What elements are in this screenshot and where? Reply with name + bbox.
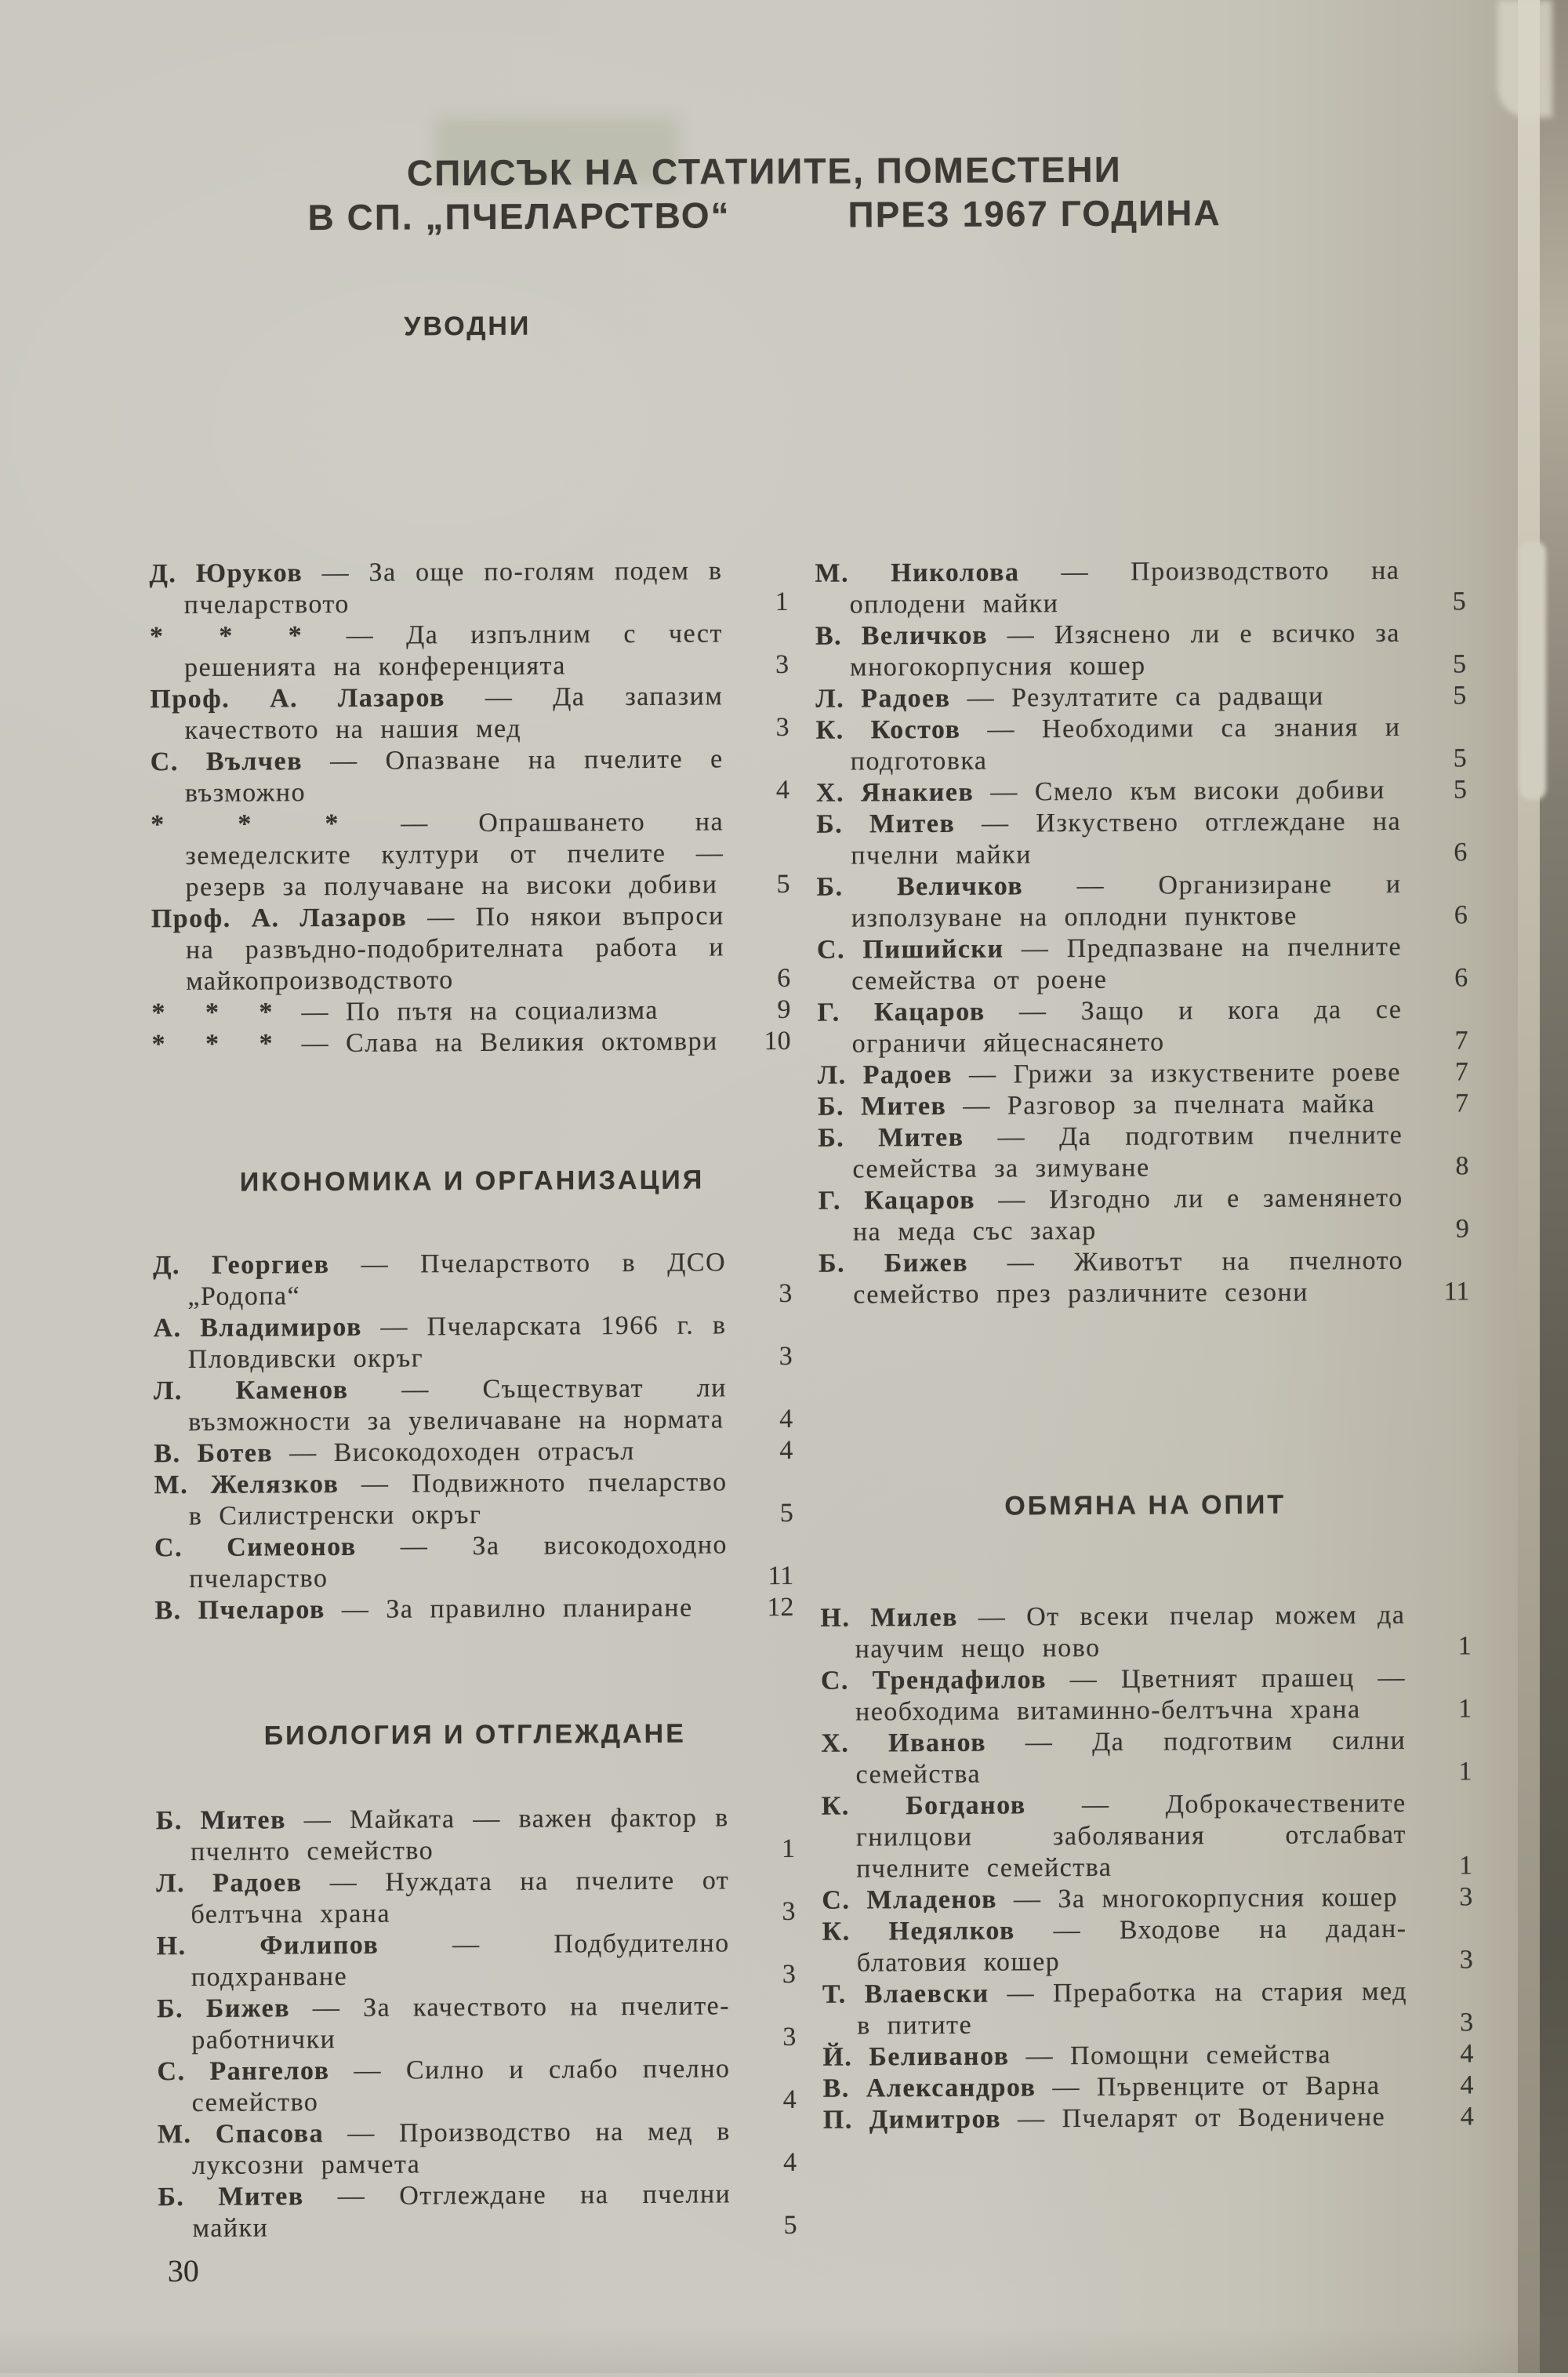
entry-dash: — <box>303 558 369 588</box>
toc-entry <box>822 1975 1473 2041</box>
entry-page-number: 9 <box>1455 1214 1469 1244</box>
entry-author: К. Костов <box>815 714 961 745</box>
entry-dash: — <box>314 620 407 651</box>
entry-title: Организиране и използуване на оплодни пунктове <box>851 869 1402 933</box>
entry-page-number: 5 <box>1453 775 1468 805</box>
entry-dash: — <box>946 1091 1007 1121</box>
entry-dash: — <box>974 777 1035 807</box>
entry-author: Б. Митев <box>155 1805 286 1836</box>
toc-entry <box>157 2053 796 2119</box>
entry-dash: — <box>303 2181 400 2212</box>
entry-page-number: 6 <box>1454 838 1468 867</box>
section-heading: БИОЛОГИЯ И ОТГЛЕЖДАНЕ <box>263 1718 686 1751</box>
toc-entry <box>815 617 1466 683</box>
entry-dash: — <box>1000 2104 1062 2134</box>
entry-title: Доброкачествените гнилцови заболявания отслабват пчелните семейства <box>855 1788 1407 1884</box>
entry-page-number: 11 <box>768 1561 794 1591</box>
entry-title: Да запазим качеството на нашия мед <box>184 681 724 745</box>
entry-author: В. Пчеларов <box>154 1595 325 1626</box>
toc-entry <box>156 1802 795 1868</box>
entry-title: Грижи за изкуствените роеве <box>1013 1057 1401 1089</box>
entry-title: За многокорпусния кошер <box>1058 1882 1399 1914</box>
entry-author: Г. Кацаров <box>817 997 985 1027</box>
toc-entry <box>150 618 789 684</box>
entry-author: Л. Радоев <box>156 1868 303 1899</box>
entry-page-number: 5 <box>783 2210 797 2241</box>
entry-dash: — <box>996 1885 1058 1914</box>
entry-dash: — <box>323 2118 400 2149</box>
entry-dash: — <box>1023 870 1159 901</box>
toc-entry <box>816 774 1467 809</box>
toc-entry <box>815 680 1466 714</box>
entry-page-number: 1 <box>1459 1851 1473 1881</box>
entry-dash: — <box>967 1248 1075 1278</box>
section-heading: УВОДНИ <box>404 311 532 342</box>
entry-dash: — <box>950 683 1012 713</box>
entry-dash: — <box>348 1375 483 1405</box>
entry-page-number: 9 <box>777 994 791 1025</box>
entry-page-number: 10 <box>764 1026 791 1056</box>
entry-page-number: 4 <box>1460 2102 1474 2132</box>
entry-dash: — <box>1004 934 1067 964</box>
entry-dash: — <box>285 1028 347 1059</box>
toc-entry <box>823 2101 1474 2135</box>
entry-title: Цветният прашец — необходима витаминно-белтъчна храна <box>855 1663 1406 1727</box>
toc-entry <box>154 1372 793 1438</box>
toc-entry <box>820 1599 1471 1665</box>
entry-author: Т. Влаевски <box>822 1979 989 2009</box>
entry-dash: — <box>985 997 1081 1027</box>
entry-author: К. Недялков <box>822 1916 1015 1946</box>
toc-entry <box>823 2070 1474 2104</box>
entry-dash: — <box>1009 2041 1071 2071</box>
entry-author: Н. Филипов <box>156 1930 379 1961</box>
entry-author: * * * <box>151 1029 285 1059</box>
entry-page-number: 5 <box>1453 743 1467 773</box>
entry-title: Преработка на стария мед в питите <box>857 1976 1408 2041</box>
toc-entry <box>151 806 790 903</box>
entry-author: В. Величков <box>815 620 989 651</box>
entry-title: Резултатите са радващи <box>1011 681 1324 713</box>
entry-title: Изяснено ли е всичко за многокорпусния кошер <box>850 618 1400 682</box>
toc-entry <box>152 1026 791 1060</box>
entry-title: Изгодно ли е заменянето на меда със захар <box>852 1183 1403 1247</box>
entry-author: * * * <box>151 809 351 840</box>
page-title-line2-right: ПРЕЗ 1967 ГОДИНА <box>848 192 1221 235</box>
entry-author: М. Николова <box>815 558 1020 588</box>
entry-author: С. Рангелов <box>157 2056 330 2087</box>
entry-dash: — <box>953 1059 1014 1089</box>
toc-section <box>155 1716 797 2244</box>
entry-dash: — <box>302 746 386 776</box>
entry-page-number: 3 <box>782 1896 796 1927</box>
entry-page-number: 3 <box>775 712 789 743</box>
entry-author: Х. Иванов <box>821 1728 987 1758</box>
entry-title: За високодоходно пчеларство <box>189 1530 728 1594</box>
toc-entry <box>156 1865 795 1931</box>
entry-dash: — <box>1019 557 1131 587</box>
entry-page-number: 5 <box>1453 649 1467 679</box>
entry-dash: — <box>273 1438 334 1468</box>
entry-page-number: 12 <box>767 1592 794 1623</box>
entry-dash: — <box>325 1594 387 1625</box>
entry-title: Пчеларството в ДСО „Родопа“ <box>187 1248 727 1311</box>
entry-page-number: 3 <box>779 1341 793 1372</box>
toc-entry <box>816 868 1467 934</box>
entry-page-number: 6 <box>1454 963 1468 993</box>
toc-section <box>152 1162 793 1626</box>
toc-entry <box>158 2116 797 2182</box>
entry-author: Б. Митев <box>158 2182 304 2212</box>
entry-page-number: 4 <box>782 2084 797 2115</box>
page-corner <box>1497 0 1552 118</box>
entry-page-number: 7 <box>1454 1089 1469 1118</box>
entry-page-number: 3 <box>1459 1945 1473 1975</box>
entry-dash: — <box>1025 1790 1166 1820</box>
entry-dash: — <box>989 1979 1054 2008</box>
entry-dash: — <box>339 1469 412 1499</box>
toc-entry <box>822 1787 1473 1885</box>
right-column <box>812 0 1475 2373</box>
entry-author: Б. Митев <box>816 809 956 839</box>
entry-title: Производството на оплодени майки <box>849 555 1400 620</box>
entry-page-number: 3 <box>782 2022 797 2052</box>
toc-entry <box>151 900 791 998</box>
page-edge <box>1518 0 1540 2373</box>
entry-author: М. Спасова <box>157 2119 325 2150</box>
entry-page-number: 6 <box>1454 900 1468 930</box>
entry-title: Нуждата на пчелите от белтъчна храна <box>191 1866 730 1929</box>
entry-dash: — <box>329 2055 406 2086</box>
entry-dash: — <box>379 1929 554 1960</box>
entry-author: Л. Радоев <box>815 683 951 714</box>
entry-page-number: 1 <box>1457 1694 1472 1724</box>
entry-title: Опрашването на земеделските култури от пчелите — резерв за получаване на високи добиви <box>185 807 724 902</box>
entry-dash: — <box>289 1993 364 2023</box>
toc-entry <box>151 994 790 1029</box>
entry-title: Да подготвим силни семейства <box>855 1725 1406 1790</box>
entry-page-number: 11 <box>1443 1277 1470 1307</box>
toc-entry <box>154 1467 793 1532</box>
entry-dash: — <box>964 1122 1060 1152</box>
entry-author: С. Симеонов <box>154 1532 357 1563</box>
entry-title: Майката — важен фактор в пчелнто семейство <box>190 1803 729 1866</box>
toc-entry <box>818 1119 1468 1185</box>
toc-entry <box>816 805 1467 871</box>
entry-author: Б. Величков <box>816 871 1024 902</box>
entry-page-number: 3 <box>775 649 789 680</box>
entry-page-number: 1 <box>781 1834 796 1864</box>
entry-page-number: 1 <box>775 587 789 617</box>
toc-entry <box>157 1928 796 1994</box>
entry-dash: — <box>329 1249 421 1280</box>
entry-author: К. Богданов <box>821 1790 1026 1821</box>
entry-author: Проф. А. Лазаров <box>150 683 446 714</box>
entry-author: Б. Митев <box>818 1122 964 1153</box>
left-column <box>147 0 798 2376</box>
entry-dash: — <box>361 1312 427 1342</box>
toc-entry <box>815 554 1465 620</box>
entry-author: П. Димитров <box>822 2104 1002 2135</box>
entry-title: Пчеларската 1966 г. в Пловдивски окръг <box>187 1310 727 1374</box>
entry-page-number: 8 <box>1455 1151 1469 1181</box>
entry-title: Пчеларят от Воденичене <box>1062 2103 1386 2134</box>
toc-entry <box>153 1310 792 1376</box>
entry-title: Разговор за пчелната майка <box>1007 1089 1376 1121</box>
page-number: 30 <box>167 2252 199 2289</box>
section-entries <box>153 1247 794 1626</box>
toc-entry <box>822 1913 1472 1979</box>
entry-title: По някои въпроси на развъдно-подобрителната работа и майкопроизводството <box>185 901 725 996</box>
entry-title: За още по-голям подем в пчеларството <box>183 556 723 620</box>
entry-dash: — <box>1046 1664 1122 1695</box>
photo-background-edge <box>1540 0 1568 2373</box>
entry-author: В. Ботев <box>154 1438 274 1469</box>
toc-entry <box>154 1435 793 1470</box>
section-heading: ИКОНОМИКА И ОРГАНИЗАЦИЯ <box>239 1165 705 1198</box>
entry-page-number: 4 <box>779 1404 793 1434</box>
entry-author: * * * <box>151 998 285 1028</box>
entry-title: За качеството на пчелите-работнички <box>191 1991 731 2055</box>
toc-section <box>815 554 1469 1310</box>
toc-entry <box>822 2038 1473 2073</box>
entry-author: С. Вълчев <box>150 747 303 777</box>
entry-page-number: 4 <box>1460 2039 1474 2069</box>
entry-author: Проф. А. Лазаров <box>151 903 408 934</box>
entry-author: А. Владимиров <box>153 1312 362 1343</box>
bottom-shadow <box>0 2326 1568 2373</box>
entry-dash: — <box>960 714 1043 744</box>
entry-title: Съществуват ли възможности за увеличаване на нормата <box>188 1373 728 1437</box>
toc-entry <box>157 1990 796 2056</box>
entry-dash: — <box>955 809 1036 838</box>
toc-entry <box>818 1182 1469 1248</box>
section-heading: ОБМЯНА НА ОПИТ <box>1004 1489 1287 1521</box>
toc-entry <box>815 711 1466 777</box>
toc-entry <box>158 2179 797 2244</box>
entry-title: Слава на Великия октомври <box>346 1027 718 1058</box>
entry-dash: — <box>1014 1915 1120 1946</box>
toc-entry <box>153 1247 792 1313</box>
entry-dash: — <box>987 620 1054 650</box>
entry-author: Й. Беливанов <box>822 2041 1010 2072</box>
toc-entry <box>818 1088 1468 1122</box>
entry-title: Отглеждане на пчелни майки <box>192 2179 731 2243</box>
entry-page-number: 5 <box>1452 587 1466 616</box>
entry-title: Подбудително подхранване <box>191 1928 730 1992</box>
entry-title: Да подготвим пчелните семейства за зимуване <box>852 1120 1403 1184</box>
entry-title: По пътя на социализма <box>345 995 659 1027</box>
entry-author: Л. Радоев <box>817 1059 953 1090</box>
section-entries <box>149 555 790 1060</box>
entry-author: Б. Митев <box>817 1091 947 1121</box>
toc-entry <box>821 1725 1472 1790</box>
entry-page-number: 3 <box>779 1278 793 1309</box>
entry-dash: — <box>985 1727 1093 1757</box>
entry-title: Изкуствено отглеждане на пчелни майки <box>851 806 1402 870</box>
entry-author: М. Желязков <box>154 1469 339 1500</box>
entry-author: Н. Милев <box>820 1602 959 1633</box>
entry-title: Подвижното пчеларство в Силистренски окръг <box>188 1467 728 1531</box>
toc-section <box>820 1486 1474 2135</box>
toc-entry <box>817 931 1468 997</box>
entry-title: Животът на пчелното семейство през различните сезони <box>853 1245 1404 1310</box>
entry-page-number: 4 <box>783 2147 797 2178</box>
entry-title: За правилно планиране <box>386 1593 693 1624</box>
entry-author: В. Александров <box>822 2073 1036 2103</box>
toc-entry <box>818 1056 1468 1091</box>
entry-title: Да изпълним с чест решенията на конференцията <box>184 619 724 682</box>
entry-title: Опазване на пчелите е възможно <box>184 744 724 808</box>
entry-page-number: 5 <box>1453 681 1467 711</box>
toc-entry <box>822 1881 1472 1916</box>
entry-title: Производство на мед в луксозни рамчета <box>192 2117 731 2180</box>
entry-author: С. Трендафилов <box>820 1665 1047 1696</box>
page-title-line1: СПИСЪК НА СТАТИИТЕ, ПОМЕСТЕНИ <box>406 148 1122 194</box>
toc-entry <box>821 1662 1472 1728</box>
entry-dash: — <box>957 1602 1027 1632</box>
entry-page-number: 3 <box>1460 2008 1474 2037</box>
entry-author: Б. Бижев <box>156 1994 291 2024</box>
entry-dash: — <box>975 1185 1050 1215</box>
entry-author: Х. Янакиев <box>815 777 975 808</box>
entry-page-number: 4 <box>1460 2070 1474 2100</box>
entry-title: Защо и кога да се ограничи яйцеснасянето <box>851 994 1403 1059</box>
entry-author: Д. Юруков <box>149 558 303 589</box>
entry-author: Г. Кацаров <box>818 1185 976 1216</box>
section-entries <box>820 1599 1474 2135</box>
entry-dash: — <box>356 1532 473 1561</box>
toc-entry <box>150 681 789 747</box>
entry-title: От всеки пчелар можем да научим нещо ново <box>855 1600 1406 1664</box>
page-edge-highlight <box>1519 541 1546 800</box>
entry-author: Л. Каменов <box>153 1375 349 1406</box>
entry-title: Предпазване на пчелните семейства от роене <box>851 932 1403 996</box>
toc-section <box>148 307 791 1060</box>
toc-entry <box>154 1529 793 1595</box>
entry-author: * * * <box>149 621 314 652</box>
entry-author: Б. Бижев <box>818 1248 969 1278</box>
entry-dash: — <box>285 1805 350 1835</box>
entry-dash: — <box>350 809 479 838</box>
entry-dash: — <box>445 682 554 713</box>
entry-title: Помощни семейства <box>1069 2040 1332 2071</box>
entry-author: С. Пишийски <box>816 934 1004 965</box>
entry-author: Д. Георгиев <box>153 1250 330 1281</box>
entry-title: Необходими са знания и подготовка <box>850 712 1401 776</box>
entry-dash: — <box>407 903 476 932</box>
page-title-line2-left: В СП. „ПЧЕЛАРСТВО“ <box>307 194 731 238</box>
entry-page-number: 4 <box>775 775 790 805</box>
entry-page-number: 1 <box>1458 1757 1472 1786</box>
entry-title: Входове на дадан-блатовия кошер <box>856 1914 1407 1978</box>
section-entries <box>156 1802 797 2244</box>
toc-entry <box>818 1245 1469 1310</box>
entry-dash: — <box>302 1867 386 1898</box>
entry-dash: — <box>285 997 347 1027</box>
toc-entry <box>151 743 789 809</box>
entry-title: Смело към високи добиви <box>1034 775 1385 807</box>
entry-page-number: 7 <box>1454 1057 1468 1087</box>
toc-entry <box>817 994 1468 1059</box>
entry-title: Силно и слабо пчелно семейство <box>191 2054 731 2117</box>
section-entries <box>815 554 1469 1310</box>
entry-title: Високодоходен отрасъл <box>333 1437 635 1468</box>
entry-page-number: 7 <box>1454 1026 1468 1056</box>
entry-page-number: 5 <box>776 869 790 900</box>
entry-title: Първенците от Варна <box>1096 2071 1381 2102</box>
entry-dash: — <box>1036 2072 1098 2103</box>
entry-page-number: 4 <box>779 1435 793 1466</box>
entry-page-number: 5 <box>779 1498 793 1528</box>
entry-page-number: 1 <box>1457 1631 1472 1661</box>
entry-page-number: 3 <box>1459 1882 1473 1912</box>
entry-page-number: 3 <box>782 1959 796 1990</box>
toc-entry <box>154 1592 793 1626</box>
entry-page-number: 6 <box>777 963 791 994</box>
entry-author: С. Младенов <box>822 1885 998 1915</box>
toc-entry <box>149 555 788 621</box>
